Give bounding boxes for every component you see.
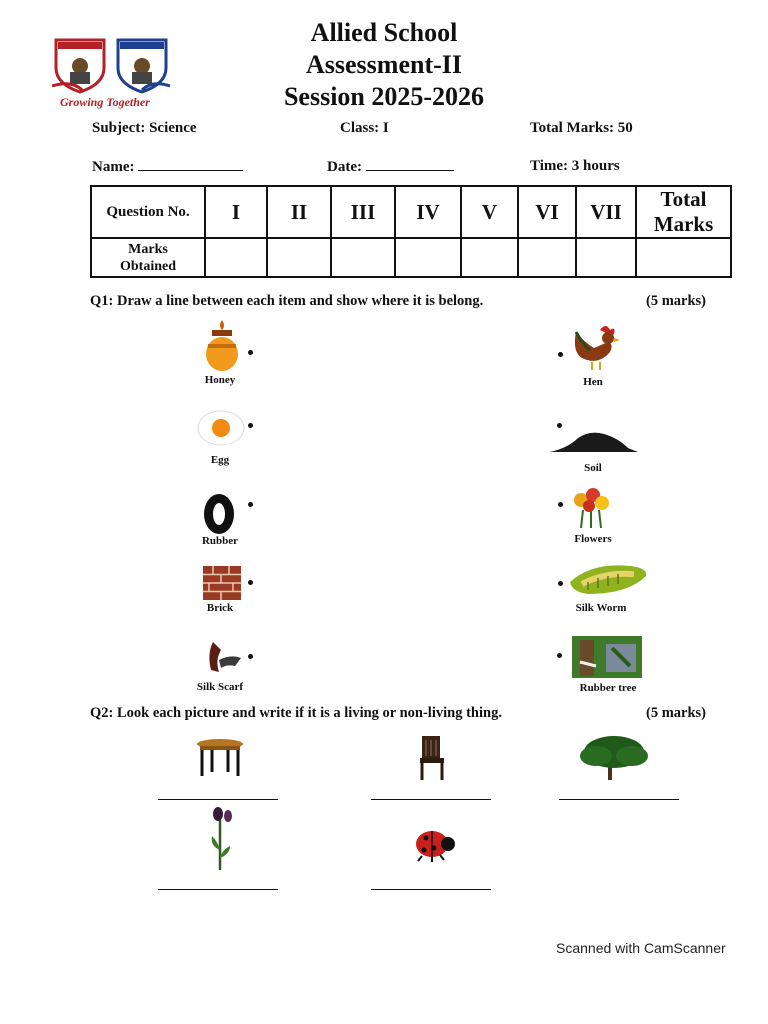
item-label: Silk Worm [575, 602, 627, 614]
total-marks-header: Total Marks [636, 186, 731, 238]
marks-cell[interactable] [267, 238, 331, 277]
q1-text: Q1: Draw a line between each item and show where it is belong. [90, 293, 484, 309]
match-dot[interactable] [248, 502, 253, 507]
column-header: III [331, 186, 395, 238]
column-header: V [461, 186, 518, 238]
q2-marks: (5 marks) [646, 705, 707, 721]
session-title: Session 2025-2026 [283, 82, 485, 111]
item-label: Rubber [201, 535, 239, 547]
column-header: IV [395, 186, 461, 238]
question-no-header: Question No. [91, 186, 205, 238]
name-field[interactable] [92, 158, 243, 176]
answer-line[interactable] [158, 889, 278, 890]
marks-table-header-row [91, 186, 731, 238]
name-label: Name: [92, 159, 135, 175]
logo-tagline: Growing Together [60, 95, 150, 109]
marks-cell[interactable] [205, 238, 267, 277]
egg-icon [196, 408, 246, 453]
match-dot[interactable] [558, 502, 563, 507]
answer-line[interactable] [559, 799, 679, 800]
assessment-title: Assessment-II [306, 50, 462, 79]
scanner-watermark: Scanned with CamScanner [556, 940, 726, 956]
marks-obtained-row [91, 238, 731, 277]
total-marks-text: Total Marks: 50 [530, 120, 633, 136]
flowers-icon [569, 486, 613, 535]
marks-cell[interactable] [395, 238, 461, 277]
match-dot[interactable] [557, 653, 562, 658]
date-field[interactable] [327, 158, 454, 176]
tree-icon [576, 734, 652, 787]
total-marks-cell[interactable] [636, 238, 731, 277]
subject-text: Subject: Science [92, 120, 197, 136]
time-text: Time: 3 hours [530, 158, 620, 174]
column-header: VI [518, 186, 576, 238]
name-blank[interactable] [138, 158, 243, 171]
column-header: I [205, 186, 267, 238]
marks-table [90, 185, 732, 278]
soil-icon [548, 428, 640, 459]
item-label: Brick [206, 602, 234, 614]
class-text: Class: I [340, 120, 389, 136]
school-name: Allied School [310, 18, 458, 47]
item-label: Flowers [574, 533, 612, 545]
chair-icon [416, 734, 448, 787]
honey-pot-icon [204, 320, 240, 377]
date-label: Date: [327, 159, 362, 175]
marks-cell[interactable] [518, 238, 576, 277]
marks-cell[interactable] [331, 238, 395, 277]
match-dot[interactable] [248, 423, 253, 428]
marks-cell[interactable] [576, 238, 636, 277]
flower-icon [206, 806, 236, 877]
marks-obtained-label [91, 238, 205, 277]
tyre-icon [203, 493, 235, 540]
item-label: Rubber tree [579, 682, 637, 694]
rubber-tree-icon [572, 636, 642, 683]
item-label: Hen [583, 376, 603, 388]
item-label: Silk Scarf [196, 681, 244, 693]
match-dot[interactable] [248, 350, 253, 355]
date-blank[interactable] [366, 158, 454, 171]
q1-marks: (5 marks) [646, 293, 707, 309]
column-header: II [267, 186, 331, 238]
match-dot[interactable] [248, 580, 253, 585]
marks-cell[interactable] [461, 238, 518, 277]
match-dot[interactable] [558, 581, 563, 586]
answer-line[interactable] [371, 799, 491, 800]
column-header: VII [576, 186, 636, 238]
hen-icon [570, 322, 622, 377]
answer-line[interactable] [158, 799, 278, 800]
marks-label-line2: Obtained [119, 258, 176, 274]
q2-text: Q2: Look each picture and write if it is a living or non-living thing. [90, 705, 502, 721]
item-label: Soil [584, 462, 602, 474]
item-label: Egg [210, 454, 230, 466]
item-label: Honey [204, 374, 236, 386]
match-dot[interactable] [558, 352, 563, 357]
table-icon [196, 738, 244, 783]
brick-icon [203, 566, 241, 605]
answer-line[interactable] [371, 889, 491, 890]
ladybug-icon [408, 826, 462, 867]
match-dot[interactable] [248, 654, 253, 659]
silkworm-icon [568, 560, 650, 603]
marks-label-line1: Marks [128, 241, 168, 257]
scarf-icon [205, 640, 243, 681]
